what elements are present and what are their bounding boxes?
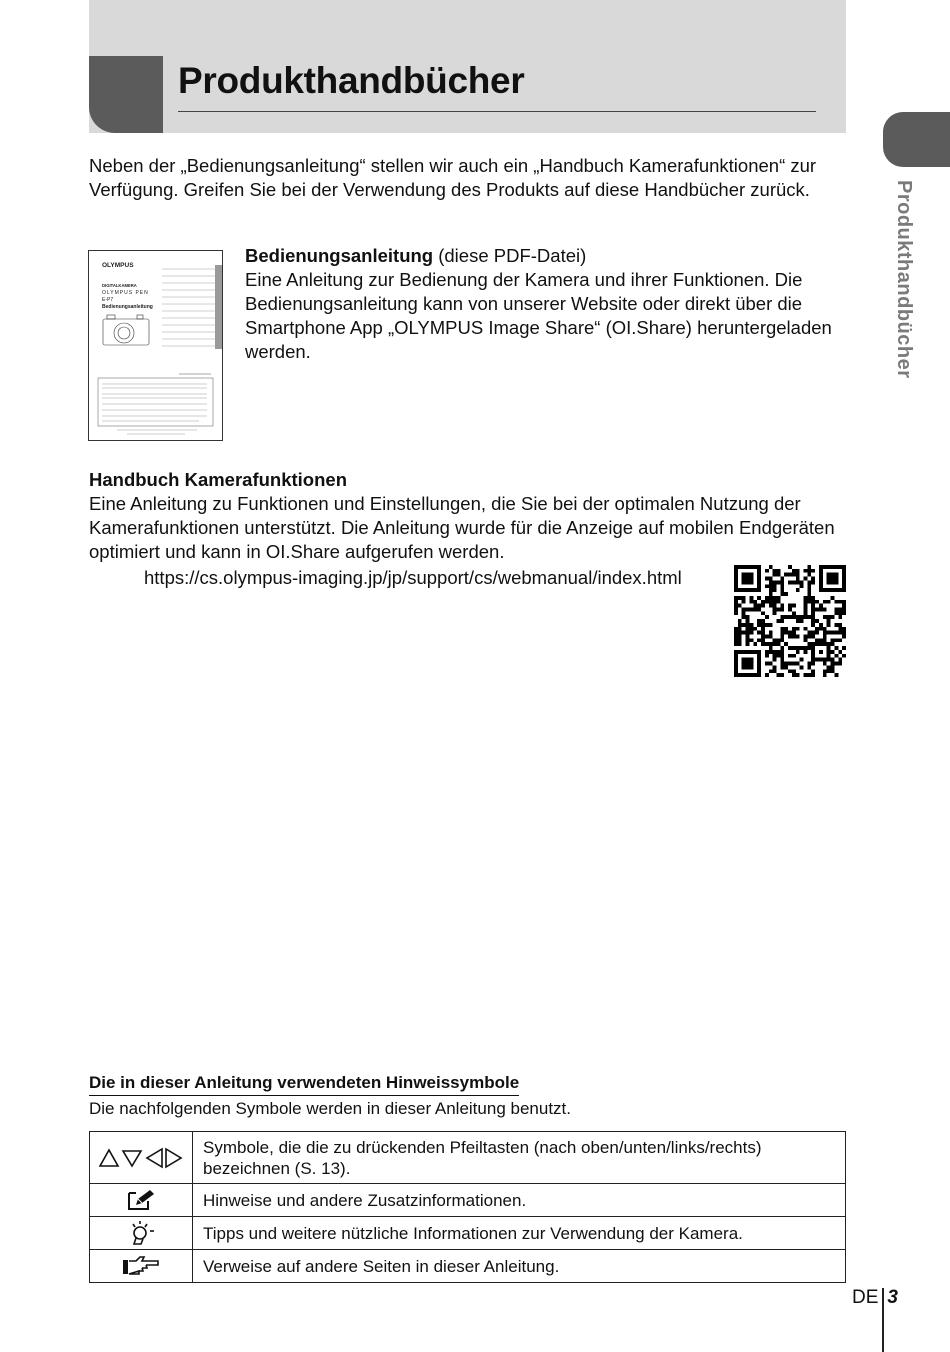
- thumb-brand: OLYMPUS: [102, 262, 134, 269]
- qr-code: [734, 565, 846, 677]
- webmanual-url-link[interactable]: https://cs.olympus-imaging.jp/jp/support/cs/webmanual/index.html: [144, 567, 682, 588]
- pointing-hand-icon: [90, 1250, 193, 1283]
- symbols-table: [89, 1131, 846, 1283]
- symbols-row-text: Tipps und weitere nützliche Informationen zur Verwendung der Kamera.: [193, 1217, 846, 1250]
- thumb-line1: DIGITALKAMERA: [102, 283, 137, 288]
- note-pencil-icon: [90, 1184, 193, 1217]
- thumb-warning-box: [98, 374, 213, 434]
- page-number: [852, 1287, 898, 1309]
- title-underline: [178, 111, 816, 112]
- symbols-row-text: Verweise auf andere Seiten in dieser Anleitung.: [193, 1250, 846, 1283]
- thumb-line2: OLYMPUS PEN: [102, 290, 149, 296]
- page-number-value: 3: [887, 1287, 898, 1308]
- language-code: DE: [852, 1287, 879, 1308]
- bedienungsanleitung-section: [245, 244, 845, 364]
- handbuch-section: [89, 468, 845, 564]
- intro-paragraph: Neben der „Bedienungsanleitung“ stellen wir auch ein „Handbuch Kamerafunktionen“ zur Verfügung. Greifen Sie bei der Verwendung des Produkts auf diese Handbücher zurück.: [89, 155, 817, 200]
- bedienungsanleitung-title-suffix: (diese PDF-Datei): [433, 245, 587, 266]
- table-row: [90, 1217, 846, 1250]
- thumb-line4: Bedienungsanleitung: [102, 304, 153, 310]
- bedienungsanleitung-description: Eine Anleitung zur Bedienung der Kamera und ihrer Funktionen. Die Bedienungsanleitung kann von unserer Website oder direkt über die Smartphone App „OLYMPUS Image Share“ (OI.Share) heruntergeladen werden.: [245, 269, 832, 362]
- table-row: [90, 1184, 846, 1217]
- bedienungsanleitung-title: Bedienungsanleitung: [245, 245, 434, 266]
- thumb-line3: E-P7: [102, 297, 114, 303]
- handbuch-title: Handbuch Kamerafunktionen: [89, 469, 347, 490]
- handbuch-description: Eine Anleitung zu Funktionen und Einstellungen, die Sie bei der optimalen Nutzung der Kamerafunktionen unterstützt. Die Anleitung wurde für die Anzeige auf mobilen Endgeräten optimiert und kann in OI.Share aufgerufen werden.: [89, 493, 835, 562]
- header-tab-marker: [89, 56, 163, 133]
- arrow-keys-icon: [90, 1132, 193, 1184]
- table-row: [90, 1250, 846, 1283]
- section-side-label: Produkthandbücher: [893, 180, 915, 379]
- tip-lightbulb-icon: [90, 1217, 193, 1250]
- symbols-row-text: Symbole, die die zu drückenden Pfeiltasten (nach oben/unten/links/rechts) bezeichnen (S. 13).: [193, 1132, 846, 1184]
- symbols-row-text: Hinweise und andere Zusatzinformationen.: [193, 1184, 846, 1217]
- symbols-heading: Die in dieser Anleitung verwendeten Hinweissymbole: [89, 1072, 519, 1096]
- table-row: [90, 1132, 846, 1184]
- section-side-tab: [883, 112, 950, 167]
- symbols-intro: Die nachfolgenden Symbole werden in dieser Anleitung benutzt.: [89, 1099, 571, 1118]
- thumb-camera-drawing: [103, 315, 149, 345]
- thumb-toc-lines: [162, 265, 222, 349]
- page-number-divider: [882, 1288, 884, 1352]
- page-title: Produkthandbücher: [178, 60, 525, 101]
- manual-cover-thumbnail: [88, 250, 223, 441]
